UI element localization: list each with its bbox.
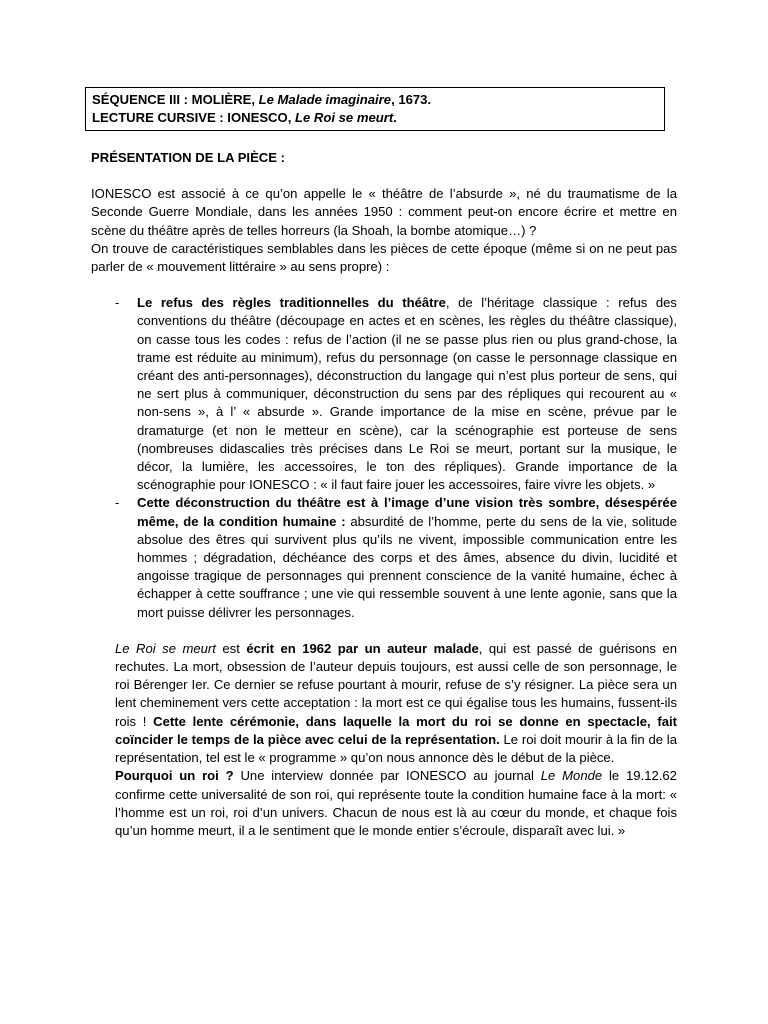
title-malade-imaginaire: Le Malade imaginaire xyxy=(258,92,392,107)
bullet-dash: - xyxy=(115,495,120,511)
header-line-sequence: SÉQUENCE III : MOLIÈRE, Le Malade imaginaire, 1673. xyxy=(92,92,432,107)
body-paragraph-1: Le Roi se meurt est écrit en 1962 par un auteur malade, qui est passé de guérisons en rechutes. La mort, obsession de l’auteur depuis toujours, est aussi celle de son personnage, le roi Bérenger Ier. Ce dernier se refuse pourtant à mourir, refuse de s’y résigner. La pièce sera un lent cheminement vers cette acceptation : la mort est ce qui égalise tous les humains, fussent-ils rois ! Cette lente cérémonie, dans laquelle la mort du roi se donne en spectacle, fait coïncider le temps de la pièce avec celui de la représentation. Le roi doit mourir à la fin de la représentation, tel est le « programme » qu’on nous annonce dès le début de la pièce. xyxy=(115,640,678,766)
title-roi-se-meurt: Le Roi se meurt xyxy=(294,110,394,125)
header-box xyxy=(85,87,665,131)
body-text xyxy=(115,640,677,840)
header-line-lecture: LECTURE CURSIVE : IONESCO, Le Roi se meurt. xyxy=(92,110,397,125)
body-paragraph-2: Pourquoi un roi ? Une interview donnée par IONESCO au journal Le Monde le 19.12.62 confirme cette universalité de son roi, qui représente toute la condition humaine face à la mort: « l’homme est un roi, roi d’un univers. Chacun de nous est là au cœur du monde, et chaque fois qu’un homme meurt, il a le sentiment que le monde entier s’écroule, disparaît avec lui. » xyxy=(115,768,677,838)
bullet-text: absurdité de l’homme, perte du sens de la vie, solitude absolue des êtres qui survivent plus qu’ils ne vivent, impossible communication entre les hommes ; dégradation, déchéance des corps et des âmes, absence du divin, lucidité et angoisse tragique de personnages qui prennent conscience de la vanité humaine, échec à échapper à cette souffrance ; une vie qui ressemble souvent à une lente agonie, sans que la mort puisse délivrer les personnages. xyxy=(137,513,677,620)
bullet-heading: Cette déconstruction du théâtre est à l’image d’une vision très sombre, désespérée même, de la condition humaine : xyxy=(137,495,677,529)
intro-paragraph-1: IONESCO est associé à ce qu’on appelle le « théâtre de l’absurde », né du traumatisme de la Seconde Guerre Mondiale, dans les années 1950 : comment peut-on encore écrire et mettre en scène du théâtre après de telles horreurs (la Shoah, la bombe atomique…) ? xyxy=(91,186,677,238)
document-page xyxy=(91,87,678,840)
bullet-text: , de l’héritage classique : refus des conventions du théâtre (découpage en actes et en scènes, les règles du théâtre classique), on casse tous les codes : refus de l’action (il ne se passe plus rien ou plus grand-chose, la trame est réduite au minimum), refus du personnage (on casse le personnage classique en créant des anti-personnages), déconstruction du langage qui n’est plus porteur de sens, qui ne sert plus à communiquer, déconstruction du sens par des répliques qui recourent au « non-sens », à l’ « absurde ». Grande importance de la mise en scène, prévue par le dramaturge (et non le metteur en scène), car la scénographie est porteuse de sens (nombreuses didascalies très précises dans Le Roi se meurt, portant sur la musique, le décor, la lumière, les accessoires, le ton des répliques). Grande importance de la scénographie pour IONESCO : « il faut faire jouer les accessoires, faire vivre les objets. » xyxy=(137,295,677,493)
bullet-item-deconstruction xyxy=(115,494,677,621)
bullet-item-refus-regles xyxy=(115,294,677,494)
bullet-dash: - xyxy=(115,295,120,311)
bullet-heading: Le refus des règles traditionnelles du théâtre xyxy=(137,295,446,311)
section-title: PRÉSENTATION DE LA PIÈCE : xyxy=(91,150,285,165)
intro-paragraph-2: On trouve de caractéristiques semblables dans les pièces de cette époque (même si on ne peut pas parler de « mouvement littéraire » au sens propre) : xyxy=(91,240,677,275)
intro xyxy=(91,185,677,276)
bullet-list xyxy=(115,294,677,622)
